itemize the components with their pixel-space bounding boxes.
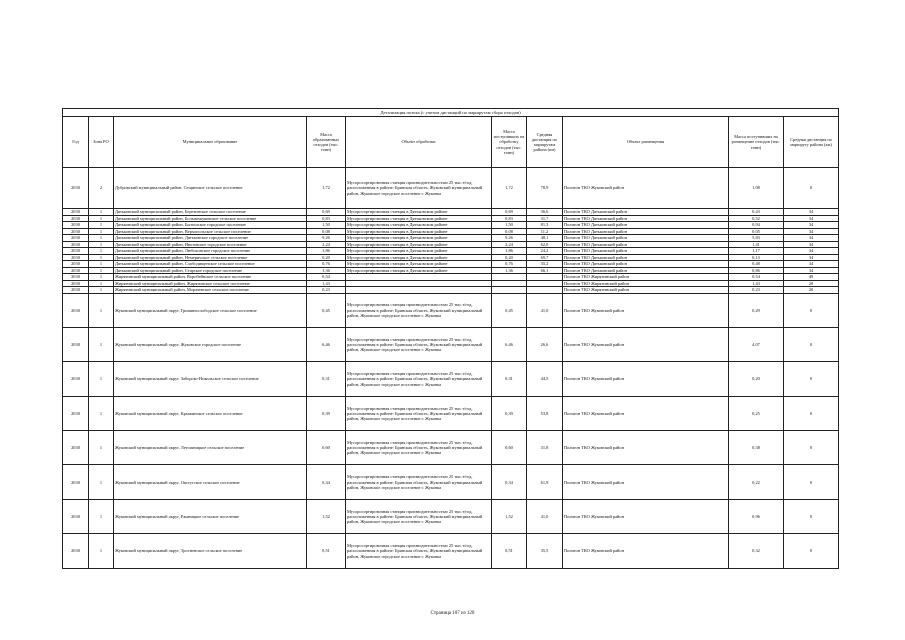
- cell-mass: 0,51: [307, 534, 346, 568]
- cell-distance-2: 34: [784, 241, 839, 248]
- cell-facility: Мусоросортировочная станция производительностью 25 тыс.т/год, расположенная в районе: Брянская область, Жуковский муниципальный район, Жуковское городское поселение г. Жуковка: [346, 499, 492, 533]
- cell-landfill: Полигон ТКО Дятьковский район: [563, 235, 729, 242]
- table-row: [63, 534, 839, 568]
- cell-year: 2030: [63, 465, 89, 499]
- cell-processed: 2,24: [492, 241, 527, 248]
- cell-placed: 0,52: [729, 215, 784, 222]
- cell-placed: 0,43: [729, 209, 784, 216]
- table-row: [63, 431, 839, 465]
- header-distance-2: Средняя дистанция по маршруту района (км): [784, 117, 839, 168]
- cell-mass: 0,69: [307, 209, 346, 216]
- cell-distance: 35,5: [527, 534, 563, 568]
- cell-processed: 0,39: [492, 396, 527, 430]
- cell-municipality: Дубровский муниципальный район, Сещинское сельское поселение: [114, 168, 307, 209]
- cell-mass: 0,39: [307, 396, 346, 430]
- cell-placed: 0,23: [729, 287, 784, 294]
- cell-zone: 1: [89, 222, 114, 229]
- cell-distance-2: 0: [784, 465, 839, 499]
- document-sheet: [62, 108, 838, 569]
- cell-landfill: Полигон ТКО Жуковский район: [563, 396, 729, 430]
- cell-mass: 1,52: [307, 499, 346, 533]
- cell-municipality: Жуковский муниципальный округ, Жуковское городское поселение: [114, 327, 307, 361]
- table-row: [63, 168, 839, 209]
- cell-municipality: Жирятинский муниципальный район, Жирятинское сельское поселение: [114, 280, 307, 287]
- cell-distance: 35,2: [527, 261, 563, 268]
- cell-landfill: Полигон ТКО Жуковский район: [563, 293, 729, 327]
- cell-mass: 0,34: [307, 465, 346, 499]
- cell-municipality: Дятьковский муниципальный район, Ивотовское городское поселение: [114, 241, 307, 248]
- cell-distance-2: 20: [784, 280, 839, 287]
- cell-processed: 6,46: [492, 327, 527, 361]
- cell-year: 2030: [63, 267, 89, 274]
- cell-facility: Мусоросортировочная станция в Дятьковском районе: [346, 222, 492, 229]
- header-distance: Средняя дистанция по маршрутам района (км): [527, 117, 563, 168]
- cell-mass: 0,76: [307, 261, 346, 268]
- cell-processed: 0,20: [492, 254, 527, 261]
- cell-distance-2: 34: [784, 248, 839, 255]
- cell-processed: 0,69: [492, 209, 527, 216]
- cell-zone: 1: [89, 499, 114, 533]
- cell-processed: 0,60: [492, 431, 527, 465]
- cell-distance: 61,9: [527, 465, 563, 499]
- cell-mass: 6,46: [307, 327, 346, 361]
- cell-placed: 0,96: [729, 499, 784, 533]
- cell-facility: Мусоросортировочная станция производительностью 25 тыс.т/год, расположенная в районе: Брянская область, Жуковский муниципальный район, Жуковское городское поселение г. Жуковка: [346, 293, 492, 327]
- cell-zone: 1: [89, 235, 114, 242]
- cell-zone: 1: [89, 274, 114, 281]
- cell-mass: 0,54: [307, 274, 346, 281]
- cell-landfill: Полигон ТКО Жуковский район: [563, 499, 729, 533]
- cell-facility: Мусоросортировочная станция в Дятьковском районе: [346, 254, 492, 261]
- cell-distance-2: 0: [784, 168, 839, 209]
- cell-year: 2030: [63, 431, 89, 465]
- cell-distance: 31,8: [527, 431, 563, 465]
- cell-distance: 53,8: [527, 396, 563, 430]
- cell-facility: Мусоросортировочная станция производительностью 25 тыс.т/год, расположенная в районе: Брянская область, Жуковский муниципальный район, Жуковское городское поселение г. Жуковка: [346, 168, 492, 209]
- cell-distance: 24,2: [527, 248, 563, 255]
- header-placed: Масса поступивших на размещение отходов (тыс. тонн): [729, 117, 784, 168]
- cell-mass: 0,31: [307, 362, 346, 396]
- table-row: [63, 396, 839, 430]
- cell-mass: 1,86: [307, 248, 346, 255]
- cell-landfill: Полигон ТКО Дятьковский район: [563, 228, 729, 235]
- cell-placed: 0,05: [729, 228, 784, 235]
- cell-municipality: Дятьковский муниципальный район, Большежуковское сельское поселение: [114, 215, 307, 222]
- cell-zone: 1: [89, 241, 114, 248]
- cell-placed: 0,38: [729, 431, 784, 465]
- header-mass: Масса образованных отходов (тыс. тонн): [307, 117, 346, 168]
- cell-placed: 0,13: [729, 254, 784, 261]
- cell-distance-2: 34: [784, 222, 839, 229]
- cell-year: 2030: [63, 235, 89, 242]
- cell-municipality: Дятьковский муниципальный район, Верхопольское сельское поселение: [114, 228, 307, 235]
- cell-zone: 1: [89, 327, 114, 361]
- cell-zone: 1: [89, 431, 114, 465]
- cell-municipality: Жуковский муниципальный округ, Крыжинское сельское поселение: [114, 396, 307, 430]
- cell-distance-2: 34: [784, 254, 839, 261]
- header-zone: Зона РО: [89, 117, 114, 168]
- cell-mass: 1,43: [307, 280, 346, 287]
- cell-distance: 11,2: [527, 228, 563, 235]
- cell-processed: 0,51: [492, 534, 527, 568]
- cell-processed: 1,50: [492, 222, 527, 229]
- cell-placed: 5,83: [729, 235, 784, 242]
- cell-year: 2030: [63, 168, 89, 209]
- cell-facility: Мусоросортировочная станция в Дятьковском районе: [346, 261, 492, 268]
- cell-distance-2: 34: [784, 261, 839, 268]
- cell-facility: Мусоросортировочная станция в Дятьковском районе: [346, 235, 492, 242]
- cell-landfill: Полигон ТКО Жуковский район: [563, 327, 729, 361]
- cell-distance: 81,3: [527, 222, 563, 229]
- waste-flow-table: [62, 108, 839, 569]
- cell-year: 2030: [63, 254, 89, 261]
- cell-landfill: Полигон ТКО Жирятинский район: [563, 280, 729, 287]
- cell-municipality: Жирятинский муниципальный район, Воробейнское сельское поселение: [114, 274, 307, 281]
- cell-placed: 0,22: [729, 465, 784, 499]
- cell-year: 2030: [63, 287, 89, 294]
- cell-municipality: Дятьковский муниципальный район, Старское городское поселение: [114, 267, 307, 274]
- cell-mass: 0,60: [307, 431, 346, 465]
- cell-zone: 1: [89, 293, 114, 327]
- table-row: [63, 293, 839, 327]
- cell-distance: 69,7: [527, 254, 563, 261]
- cell-placed: 1,17: [729, 248, 784, 255]
- cell-zone: 1: [89, 465, 114, 499]
- cell-distance-2: 0: [784, 362, 839, 396]
- cell-municipality: Жуковский муниципальный округ, Гришинослободское сельское поселение: [114, 293, 307, 327]
- cell-distance: 36,6: [527, 209, 563, 216]
- cell-facility: Мусоросортировочная станция производительностью 25 тыс.т/год, расположенная в районе: Брянская область, Жуковский муниципальный район, Жуковское городское поселение г. Жуковка: [346, 431, 492, 465]
- cell-facility: Мусоросортировочная станция в Дятьковском районе: [346, 267, 492, 274]
- cell-landfill: Полигон ТКО Дятьковский район: [563, 241, 729, 248]
- cell-facility: Мусоросортировочная станция производительностью 25 тыс.т/год, расположенная в районе: Брянская область, Жуковский муниципальный район, Жуковское городское поселение г. Жуковка: [346, 362, 492, 396]
- cell-distance-2: 34: [784, 235, 839, 242]
- cell-facility: Мусоросортировочная станция в Дятьковском районе: [346, 228, 492, 235]
- cell-year: 2030: [63, 396, 89, 430]
- cell-landfill: Полигон ТКО Дятьковский район: [563, 267, 729, 274]
- cell-distance-2: 0: [784, 499, 839, 533]
- cell-distance-2: 0: [784, 327, 839, 361]
- cell-year: 2030: [63, 215, 89, 222]
- cell-distance-2: 20: [784, 287, 839, 294]
- cell-placed: 0,29: [729, 293, 784, 327]
- cell-placed: 0,48: [729, 261, 784, 268]
- cell-distance-2: 0: [784, 396, 839, 430]
- cell-processed: 1,86: [492, 248, 527, 255]
- cell-facility: Мусоросортировочная станция производительностью 25 тыс.т/год, расположенная в районе: Брянская область, Жуковский муниципальный район, Жуковское городское поселение г. Жуковка: [346, 465, 492, 499]
- cell-zone: 1: [89, 228, 114, 235]
- cell-facility: Мусоросортировочная станция производительностью 25 тыс.т/год, расположенная в районе: Брянская область, Жуковский муниципальный район, Жуковское городское поселение г. Жуковка: [346, 327, 492, 361]
- cell-mass: 0,20: [307, 254, 346, 261]
- cell-zone: 1: [89, 267, 114, 274]
- cell-zone: 1: [89, 209, 114, 216]
- cell-placed: 0,32: [729, 534, 784, 568]
- table-row: [63, 327, 839, 361]
- table-body: [63, 168, 839, 569]
- cell-distance: 41,0: [527, 499, 563, 533]
- page-footer: Страница 107 из 120: [430, 611, 475, 616]
- cell-municipality: Дятьковский муниципальный район, Любохонское городское поселение: [114, 248, 307, 255]
- cell-facility: Мусоросортировочная станция производительностью 25 тыс.т/год, расположенная в районе: Брянская область, Жуковский муниципальный район, Жуковское городское поселение г. Жуковка: [346, 534, 492, 568]
- cell-placed: 0,25: [729, 396, 784, 430]
- cell-year: 2030: [63, 241, 89, 248]
- table-title: Детализация потока (с учетом дистанций по маршрутам сбора отходов): [63, 109, 839, 117]
- cell-placed: 1,43: [729, 280, 784, 287]
- cell-year: 2030: [63, 327, 89, 361]
- header-facility: Объект обработки: [346, 117, 492, 168]
- cell-landfill: Полигон ТКО Жуковский район: [563, 534, 729, 568]
- cell-distance-2: 0: [784, 534, 839, 568]
- cell-year: 2030: [63, 209, 89, 216]
- cell-landfill: Полигон ТКО Жирятинский район: [563, 274, 729, 281]
- cell-placed: 0,94: [729, 222, 784, 229]
- cell-processed: 1,52: [492, 499, 527, 533]
- cell-municipality: Дятьковский муниципальный район, Дятьковское городское поселение: [114, 235, 307, 242]
- cell-municipality: Жирятинский муниципальный район, Морачевское сельское поселение: [114, 287, 307, 294]
- cell-placed: 0,20: [729, 362, 784, 396]
- cell-mass: 1,50: [307, 222, 346, 229]
- cell-municipality: Жуковский муниципальный округ, Тросненское сельское поселение: [114, 534, 307, 568]
- cell-year: 2030: [63, 280, 89, 287]
- cell-distance-2: 34: [784, 267, 839, 274]
- cell-distance: 26,6: [527, 327, 563, 361]
- cell-year: 2030: [63, 274, 89, 281]
- cell-year: 2030: [63, 261, 89, 268]
- header-landfill: Объект размещения: [563, 117, 729, 168]
- cell-placed: 0,54: [729, 274, 784, 281]
- cell-processed: 9,26: [492, 235, 527, 242]
- cell-mass: 0,08: [307, 228, 346, 235]
- cell-placed: 0,86: [729, 267, 784, 274]
- cell-landfill: Полигон ТКО Дятьковский район: [563, 209, 729, 216]
- cell-facility: Мусоросортировочная станция производительностью 25 тыс.т/год, расположенная в районе: Брянская область, Жуковский муниципальный район, Жуковское городское поселение г. Жуковка: [346, 396, 492, 430]
- header-processed: Масса поступивших на обработку отходов (тыс. тонн): [492, 117, 527, 168]
- table-row: [63, 362, 839, 396]
- cell-processed: 0,34: [492, 465, 527, 499]
- cell-landfill: Полигон ТКО Жуковский район: [563, 465, 729, 499]
- cell-year: 2030: [63, 499, 89, 533]
- cell-zone: 1: [89, 254, 114, 261]
- cell-processed: 0,45: [492, 293, 527, 327]
- cell-mass: 1,72: [307, 168, 346, 209]
- cell-landfill: Полигон ТКО Дятьковский район: [563, 248, 729, 255]
- cell-processed: 0,76: [492, 261, 527, 268]
- table-row: [63, 499, 839, 533]
- cell-distance: 62,0: [527, 241, 563, 248]
- cell-distance: 31,7: [527, 215, 563, 222]
- cell-landfill: Полигон ТКО Жуковский район: [563, 362, 729, 396]
- cell-distance: 66,1: [527, 267, 563, 274]
- cell-zone: 1: [89, 248, 114, 255]
- cell-distance: 78,9: [527, 168, 563, 209]
- cell-processed: 0,31: [492, 362, 527, 396]
- cell-zone: 1: [89, 287, 114, 294]
- cell-municipality: Жуковский муниципальный округ, Летошницкое сельское поселение: [114, 431, 307, 465]
- header-municipality: Муниципальное образование: [114, 117, 307, 168]
- cell-mass: 0,23: [307, 287, 346, 294]
- cell-processed: 0,83: [492, 215, 527, 222]
- cell-year: 2030: [63, 248, 89, 255]
- cell-distance: 44,5: [527, 362, 563, 396]
- cell-facility: Мусоросортировочная станция в Дятьковском районе: [346, 209, 492, 216]
- cell-year: 2030: [63, 362, 89, 396]
- cell-year: 2030: [63, 293, 89, 327]
- cell-municipality: Дятьковский муниципальный район, Немеричское сельское поселение: [114, 254, 307, 261]
- cell-year: 2030: [63, 534, 89, 568]
- cell-mass: 0,83: [307, 215, 346, 222]
- cell-landfill: Полигон ТКО Дятьковский район: [563, 254, 729, 261]
- cell-municipality: Дятьковский муниципальный район, Слободищенское сельское поселение: [114, 261, 307, 268]
- cell-landfill: Полигон ТКО Жуковский район: [563, 168, 729, 209]
- cell-landfill: Полигон ТКО Жирятинский район: [563, 287, 729, 294]
- cell-municipality: Жуковский муниципальный округ, Заборско-Никольское сельское поселение: [114, 362, 307, 396]
- cell-distance-2: 49: [784, 274, 839, 281]
- cell-distance-2: 34: [784, 228, 839, 235]
- cell-facility: Мусоросортировочная станция в Дятьковском районе: [346, 241, 492, 248]
- cell-municipality: Дятьковский муниципальный район, Березинское сельское поселение: [114, 209, 307, 216]
- cell-mass: 9,26: [307, 235, 346, 242]
- cell-placed: 4,07: [729, 327, 784, 361]
- cell-year: 2030: [63, 228, 89, 235]
- cell-mass: 1,36: [307, 267, 346, 274]
- cell-municipality: Жуковский муниципальный округ, Овстугское сельское поселение: [114, 465, 307, 499]
- cell-facility: Мусоросортировочная станция в Дятьковском районе: [346, 215, 492, 222]
- cell-landfill: Полигон ТКО Дятьковский район: [563, 215, 729, 222]
- cell-placed: 1,41: [729, 241, 784, 248]
- cell-zone: 1: [89, 215, 114, 222]
- cell-processed: 1,36: [492, 267, 527, 274]
- cell-distance: 41,0: [527, 293, 563, 327]
- cell-processed: 1,72: [492, 168, 527, 209]
- cell-distance-2: 34: [784, 209, 839, 216]
- cell-landfill: Полигон ТКО Дятьковский район: [563, 261, 729, 268]
- cell-zone: 1: [89, 396, 114, 430]
- cell-municipality: Жуковский муниципальный округ, Ржаницкое сельское поселение: [114, 499, 307, 533]
- cell-zone: 1: [89, 261, 114, 268]
- cell-processed: 0,08: [492, 228, 527, 235]
- cell-zone: 2: [89, 168, 114, 209]
- cell-municipality: Дятьковский муниципальный район, Бытошское городское поселение: [114, 222, 307, 229]
- cell-placed: 1,08: [729, 168, 784, 209]
- cell-zone: 1: [89, 362, 114, 396]
- cell-distance-2: 0: [784, 293, 839, 327]
- header-year: Год: [63, 117, 89, 168]
- cell-landfill: Полигон ТКО Дятьковский район: [563, 222, 729, 229]
- cell-year: 2030: [63, 222, 89, 229]
- cell-distance-2: 34: [784, 215, 839, 222]
- cell-mass: 2,24: [307, 241, 346, 248]
- cell-facility: Мусоросортировочная станция в Дятьковском районе: [346, 248, 492, 255]
- cell-zone: 1: [89, 534, 114, 568]
- table-row: [63, 465, 839, 499]
- cell-mass: 0,45: [307, 293, 346, 327]
- cell-landfill: Полигон ТКО Жуковский район: [563, 431, 729, 465]
- cell-zone: 1: [89, 280, 114, 287]
- cell-distance-2: 0: [784, 431, 839, 465]
- cell-distance: 48,1: [527, 235, 563, 242]
